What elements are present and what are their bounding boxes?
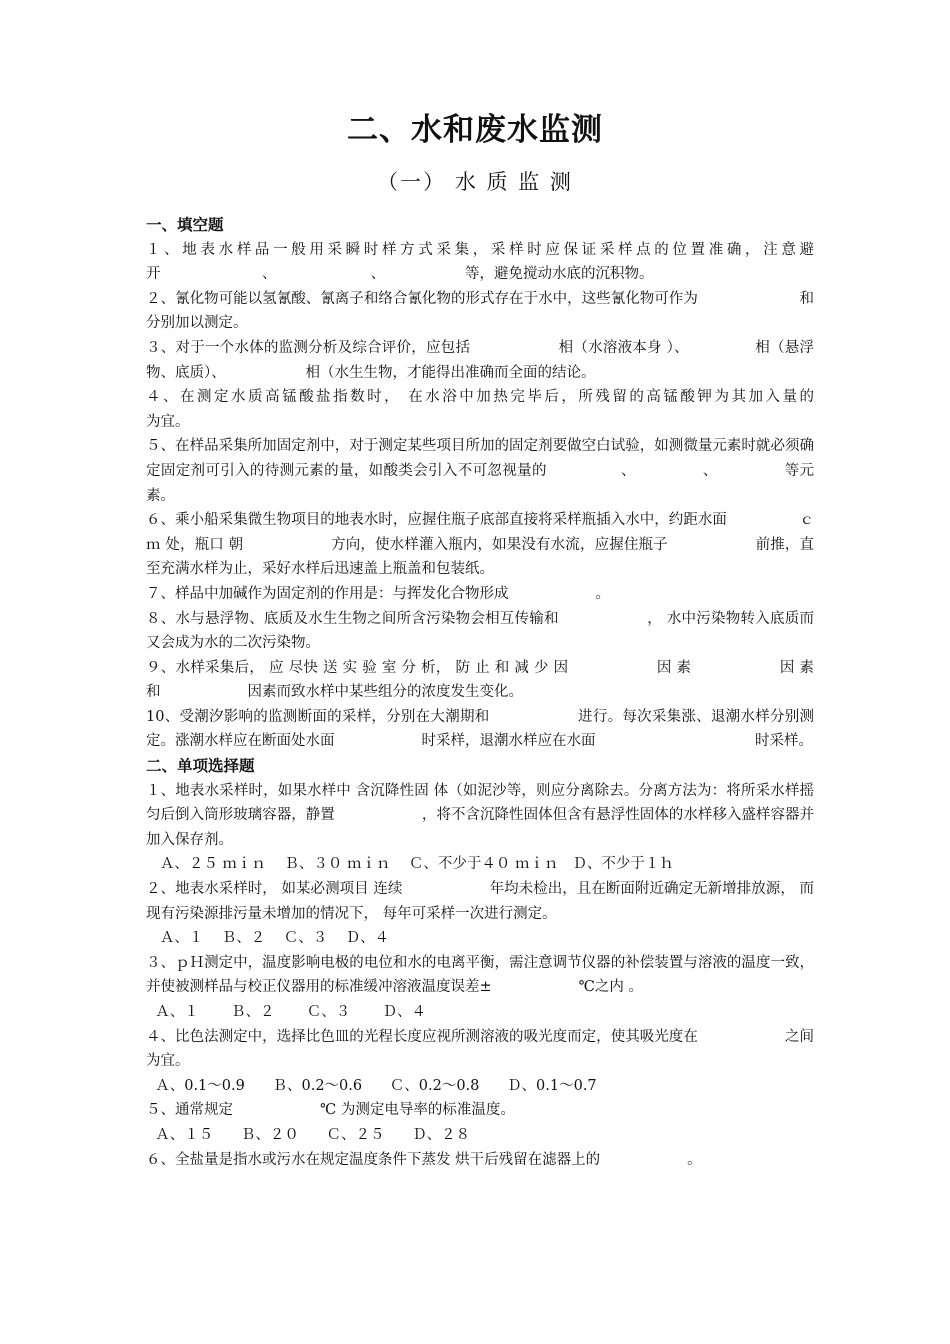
choice-options: Ａ、１ Ｂ、２ Ｃ、３ Ｄ、４	[146, 1004, 427, 1020]
section-heading-single-choice: 二、单项选择题	[146, 757, 255, 776]
section-heading-fill-blank: 一、填空题	[146, 216, 224, 234]
question-item: １、地表水样品一般用采瞬时样方式采集，采样时应保证采样点的位置准确，注意避开 、 、 等，避免搅动水底的沉积物。	[146, 241, 814, 283]
choice-question: ４、比色法测定中，选择比色皿的光程长度应视所测溶液的吸光度而定，使其吸光度在 之间为宜。	[146, 1028, 814, 1070]
choice-question: ３、ｐＨ测定中，温度影响电极的电位和水的电离平衡，需注意调节仪器的补偿装置与溶液的温度一致，并使被测样品与校正仪器用的标准缓冲溶液温度误差± ℃之内 。	[146, 954, 814, 996]
choice-question: ５、通常规定 ℃ 为测定电导率的标准温度。	[146, 1102, 515, 1119]
question-item: ４、在测定水质高锰酸盐指数时， 在水浴中加热完毕后，所残留的高锰酸钾为其加入量的 为宜。	[146, 389, 901, 430]
choice-options: Ａ、２５ ｍｉｎ Ｂ、３０ ｍｉｎ Ｃ、不少于４０ ｍｉｎ Ｄ、不少于１ｈ	[146, 856, 674, 873]
question-item: ５、在样品采集所加固定剂中，对于测定某些项目所加的固定剂要做空白试验，如测微量元素时就必须确定固定剂可引入的待测元素的量，如酸类会引入不可忽视量的 、 、 等元素。	[146, 438, 814, 504]
choice-question: １、地表水采样时，如果水样中 含沉降性固 体（如泥沙等，则应分离除去。分离方法为：将所采水样摇匀后倒入筒形玻璃容器，静置 ，将不含沉降性固体但含有悬浮性固体的水样移入盛样容器并加入保存剂。	[146, 782, 814, 848]
question-item: ７、样品中加碱作为固定剂的作用是：与挥发化合物形成 。	[146, 585, 610, 602]
question-item: ９、水样采集后， 应 尽快 送 实 验 室 分 析， 防 止 和 减 少 因 因 素 因 素 和 因素而致水样中某些组分的浓度发生变化。	[146, 659, 814, 701]
question-item: ２、氰化物可能以氢氰酸、氰离子和络合氰化物的形式存在于水中，这些氰化物可作为 和 分别加以测定。	[146, 290, 916, 332]
document-body	[146, 213, 916, 1172]
choice-options: Ａ、0.1～0.9 Ｂ、0.2～0.6 Ｃ、0.2～0.8 Ｄ、0.1～0.7	[146, 1077, 597, 1094]
page-subtitle: （一） 水 质 监 测	[377, 170, 573, 194]
question-item: ３、对于一个水体的监测分析及综合评价，应包括 相（水溶液本身 ）、 相（悬浮物、底质）、 相（水生生物，才能得出准确而全面的结论。	[146, 339, 814, 381]
choice-question: ２、地表水采样时， 如某必测项目 连续 年均未检出，且在断面附近确定无新增排放源， 而现有污染源排污量未增加的情况下， 每年可采样一次进行测定。	[146, 881, 814, 922]
question-item: 10、受潮汐影响的监测断面的采样，分别在大潮期和 进行。每次采集涨、退潮水样分别测定。涨潮水样应在断面处水面 时采样，退潮水样应在水面 时采样。	[146, 708, 814, 750]
question-item: ６、乘小船采集微生物项目的地表水时，应握住瓶子底部直接将采样瓶插入水中，约距水面 ｃｍ 处，瓶口 朝 方向，使水样灌入瓶内，如果没有水流，应握住瓶子 前推，直至充满水样为止，采好水样后迅速盖上瓶盖和包装纸。	[146, 512, 814, 578]
choice-question: ６、全盐量是指水或污水在规定温度条件下蒸发 烘干后残留在滤器上的 。	[146, 1151, 702, 1168]
choice-options: Ａ、１ Ｂ、２ Ｃ、３ Ｄ、４	[146, 930, 390, 947]
question-item: ８、水与悬浮物、底质及水生生物之间所含污染物会相互传输和 ， 水中污染物转入底质而 又会成为水的二次污染物。	[146, 610, 901, 652]
page-title: 二、水和废水监测	[347, 112, 603, 148]
choice-options: Ａ、１５ Ｂ、２０ Ｃ、２５ Ｄ、２８	[146, 1126, 471, 1143]
